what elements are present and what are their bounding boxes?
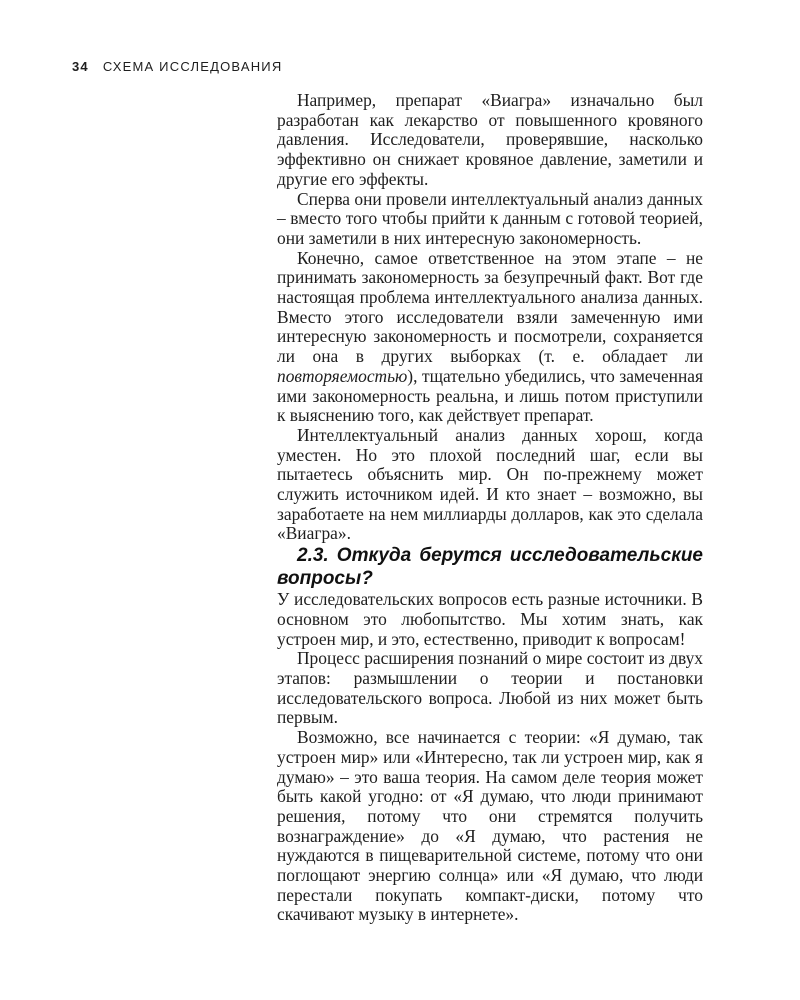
paragraph-question-sources: У исследовательских вопросов есть разные источники. В основном это любопытство. Мы хотим знать, как устроен мир, и это, естественно, приводит к вопросам! [277, 589, 703, 649]
section-heading: 2.3. Откуда берутся исследовательские вопросы? [277, 545, 703, 590]
text-column [277, 91, 703, 925]
paragraph-theory-examples: Возможно, все начинается с теории: «Я думаю, так устроен мир» или «Интересно, так ли устроен мир, как я думаю» – это ваша теория. На самом деле теория может быть какой угодно: от «Я думаю, что люди принимают решения, потому что они стремятся получить вознаграждение» до «Я думаю, что растения не нуждаются в пищеварительной системе, потому что они поглощают энергию солнца» или «Я думаю, что люди перестали покупать компакт-диски, потому что скачивают музыку в интернете». [277, 727, 703, 925]
paragraph-text: ), тщательно убедились, что замеченная ими закономерность реальна, и лишь потом приступили к выяснению того, как действует препарат. [277, 365, 703, 426]
running-head [72, 59, 282, 74]
paragraph-viagra-origin: Например, препарат «Виагра» изначально был разработан как лекарство от повышенного кровяного давления. Исследователи, проверявшие, насколько эффективно он снижает кровяное давление, заметили и другие его эффекты. [277, 90, 703, 189]
paragraph-knowledge-process: Процесс расширения познаний о мире состоит из двух этапов: размышлении о теории и постановки исследовательского вопроса. Любой из них может быть первым. [277, 648, 703, 728]
paragraph-data-mining: Сперва они провели интеллектуальный анализ данных – вместо того чтобы прийти к данным с готовой теорией, они заметили в них интересную закономерность. [277, 188, 703, 248]
emphasis-replicability: повторяемостью [277, 365, 408, 386]
paragraph-text: Конечно, самое ответственное на этом этапе – не принимать закономерность за безупречный факт. Вот где настоящая проблема интеллектуального анализа данных. Вместо этого исследователи взяли замеченную ими интересную закономерность и посмотрели, сохраняется ли она в других выборках (т. е. обладает ли [277, 247, 703, 367]
paragraph-data-mining-verdict: Интеллектуальный анализ данных хорош, когда уместен. Но это плохой последний шаг, если вы пытаетесь объяснить мир. Он по-прежнему может служить источником идей. И кто знает – возможно, вы заработаете на нем миллиарды долларов, как это сделала «Виагра». [277, 424, 703, 544]
page-number: 34 [72, 59, 89, 74]
running-title: СХЕМА ИССЛЕДОВАНИЯ [102, 59, 283, 74]
paragraph-replicability [277, 249, 703, 426]
